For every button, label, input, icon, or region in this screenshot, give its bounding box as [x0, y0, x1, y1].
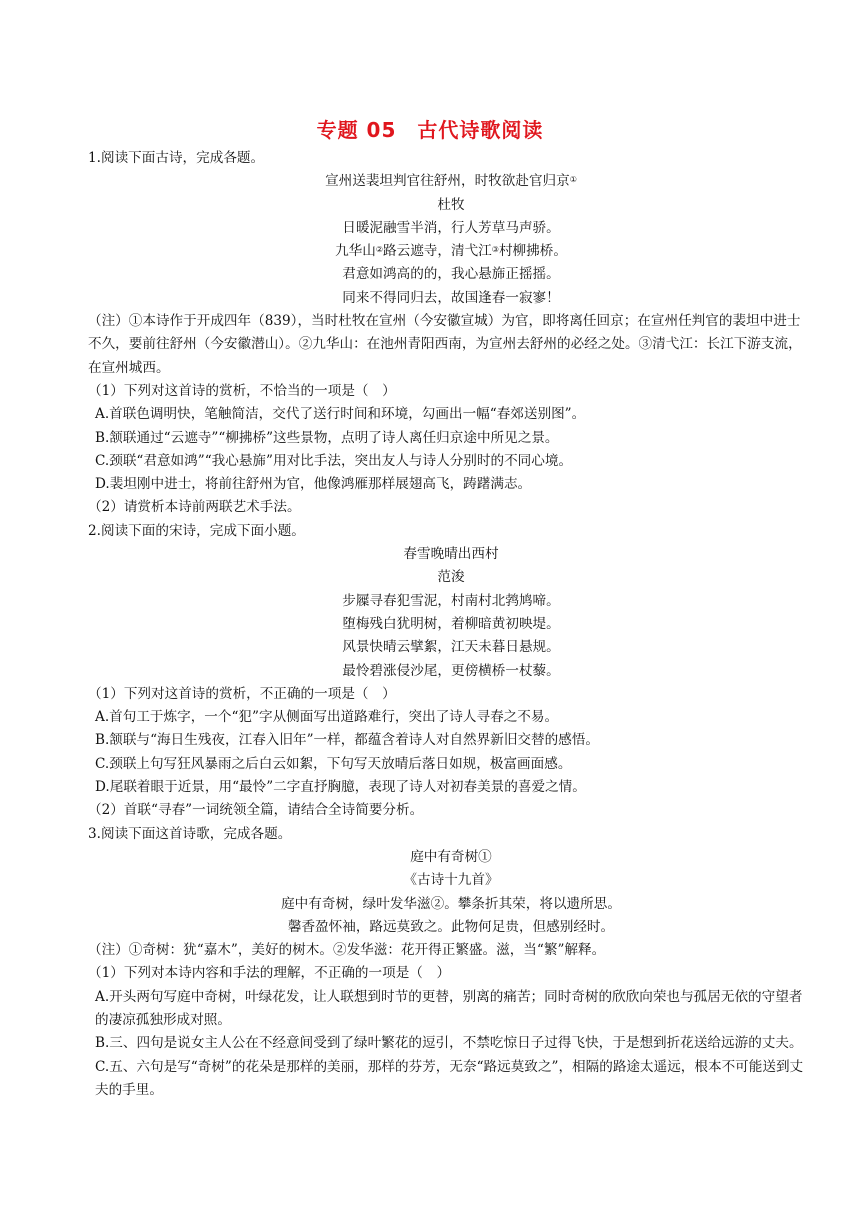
q1-option-a: A.首联色调明快，笔触简洁，交代了送行时间和环境，勾画出一幅“春郊送别图”。	[95, 406, 586, 423]
q3-option-b: B.三、四句是说女主人公在不经意间受到了绿叶繁花的逗引，不禁吃惊日子过得飞快，于是想到折花送给远游的丈夫。	[95, 1035, 803, 1052]
q1-option-d: D.裴坦刚中进士，将前往舒州为官，他像鸿雁那样展翅高飞，踌躇满志。	[95, 476, 532, 493]
q3-intro: 3.阅读下面这首诗歌，完成各题。	[88, 825, 292, 842]
q1-poem-line: 同来不得同归去，故国逢春一寂寥！	[342, 289, 560, 306]
q3-option-c: C.五、六句是写“奇树”的花朵是那样的美丽，那样的芬芳，无奈“路远莫致之”，相隔的路途太遥远，根本不可能送到丈夫的手里。	[95, 1058, 804, 1098]
q2-subquestion-2: （2）首联“寻春”一词统领全篇，请结合全诗简要分析。	[88, 802, 424, 819]
q3-subquestion-1: （1）下列对本诗内容和手法的理解，不正确的一项是（ ）	[88, 965, 451, 982]
q3-poem-line: 庭中有奇树，绿叶发华滋②。攀条折其荣，将以遗所思。	[281, 895, 621, 912]
q3-note: （注）①奇树：犹“嘉木”，美好的树木。②发华滋：花开得正繁盛。滋，当“繁”解释。	[88, 942, 606, 959]
q2-poem-line: 步屧寻春犯雪泥，村南村北鹁鸠啼。	[342, 592, 560, 609]
q1-intro: 1.阅读下面古诗，完成各题。	[88, 150, 265, 166]
q2-intro: 2.阅读下面的宋诗，完成下面小题。	[88, 522, 305, 539]
q2-author: 范浚	[437, 569, 465, 586]
q1-subquestion-1: （1）下列对这首诗的赏析，不恰当的一项是（ ）	[88, 382, 396, 399]
q2-option-a: A.首句工于炼字，一个“犯”字从侧面写出道路难行，突出了诗人寻春之不易。	[95, 709, 559, 726]
q2-poem-line: 风景快晴云擘絮，江天未暮日悬规。	[342, 639, 560, 656]
q1-option-b: B.颔联通过“云遮寺”“柳拂桥”这些景物，点明了诗人离任归京途中所见之景。	[95, 429, 559, 446]
q1-note: （注）①本诗作于开成四年（839），当时杜牧在宣州（今安徽宣城）为官，即将离任回京；在宣州任判官的裴坦中进士不久，要前往舒州（今安徽潜山）。②九华山：在池州青阳西南，为宣州去舒州的必经之处。③清弋江：长江下游支流，在宣州城西。	[88, 313, 802, 376]
q2-poem-title: 春雪晚晴出西村	[403, 546, 499, 563]
q1-poem-title: 宣州送裴坦判官往舒州，时牧欲赴官归京①	[325, 173, 577, 190]
q2-poem-line: 最怜碧涨侵沙尾，更傍横桥一杖藜。	[342, 662, 560, 679]
q3-poem-line: 馨香盈怀袖，路远莫致之。此物何足贵，但感别经时。	[287, 918, 615, 935]
q2-option-b: B.颔联与“海日生残夜，江春入旧年”一样，都蕴含着诗人对自然界新旧交替的感悟。	[95, 732, 599, 749]
q1-poem-line: 君意如鸿高的的，我心悬旆正摇摇。	[342, 266, 560, 283]
q2-option-c: C.颈联上句写狂风暴雨之后白云如絮，下句写天放晴后落日如规，极富画面感。	[95, 755, 572, 772]
q1-poem-line: 日暖泥融雪半消，行人芳草马声骄。	[342, 219, 560, 236]
page-title: 专题 05 古代诗歌阅读	[316, 118, 544, 142]
q2-poem-line: 堕梅残白犹明树，着柳暗黄初映堤。	[342, 615, 560, 632]
q2-option-d: D.尾联着眼于近景，用“最怜”二字直抒胸臆，表现了诗人对初春美景的喜爱之情。	[95, 779, 586, 796]
footnote-marker: ①	[569, 175, 577, 185]
document-body	[88, 147, 814, 1102]
q1-subquestion-2: （2）请赏析本诗前两联艺术手法。	[88, 499, 301, 516]
q3-poem-title: 庭中有奇树①	[410, 848, 492, 865]
q1-author: 杜牧	[437, 196, 465, 213]
q1-option-c: C.颈联“君意如鸿”“我心悬旆”用对比手法，突出友人与诗人分别时的不同心境。	[95, 452, 573, 469]
q3-option-a: A.开头两句写庭中奇树，叶绿花发，让人联想到时节的更替，别离的痛苦；同时奇树的欣欣向荣也与孤居无依的守望者的凄凉孤独形成对照。	[95, 988, 803, 1028]
q2-subquestion-1: （1）下列对这首诗的赏析，不正确的一项是（ ）	[88, 685, 396, 702]
q3-source: 《古诗十九首》	[403, 872, 499, 889]
q1-poem-line: 九华山②路云遮寺，清弋江③村柳拂桥。	[335, 243, 567, 260]
